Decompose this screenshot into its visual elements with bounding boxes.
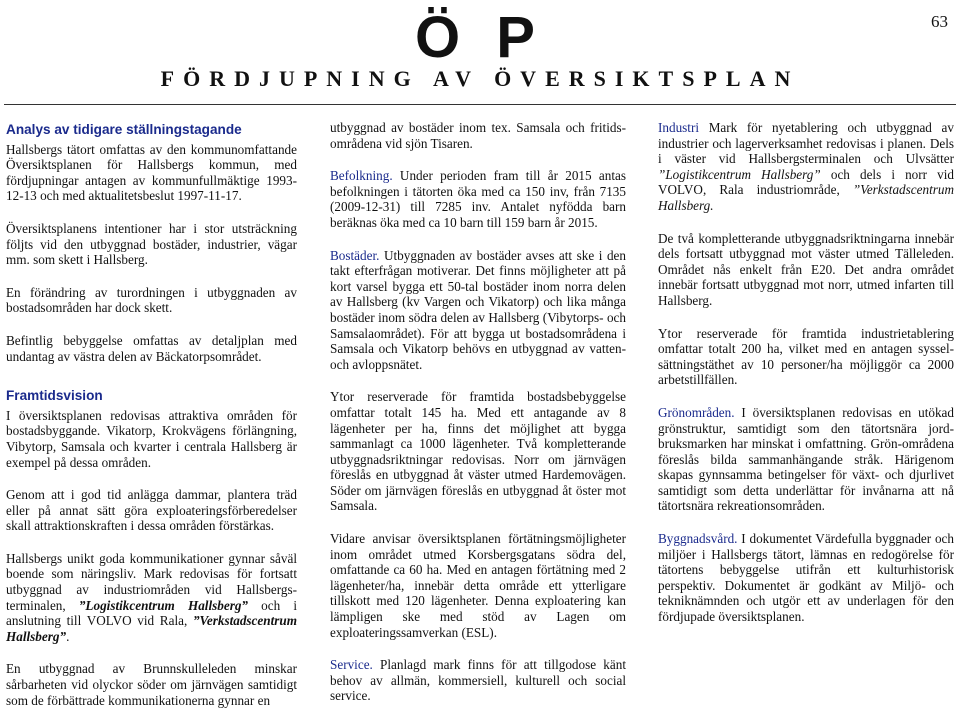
left-column <box>6 122 297 725</box>
emphasis-verkstadscentrum: ”Verkstadscentrum Hallsberg. <box>658 182 954 213</box>
paragraph <box>330 248 626 373</box>
text: Planlagd mark finns för att tillgodose känt behov av allmän, kommersiell, kulturell och social service. <box>330 657 626 704</box>
middle-column <box>330 120 626 721</box>
emphasis-logistikcentrum: ”Logistikcentrum Hallsberg” <box>78 597 249 613</box>
topic-industri: Industri <box>658 120 700 135</box>
text: I dokumentet Värdefulla byggnader och miljöer i Hallsbergs tätort, lämnas en redogörelse för tätortens bebyggelse utifrån ett kulturhistorisk perspektiv. Dokumentet är godkänt av Miljö- och tekniknämnden och utgör ett av underlagen för den fördjupade översiktsplanen. <box>658 531 954 625</box>
section-heading-analys: Analys av tidigare ställningstagande <box>6 122 242 137</box>
op-logo: Ö P <box>415 5 545 70</box>
paragraph <box>330 168 626 230</box>
document-subtitle: FÖRDJUPNING AV ÖVERSIKTSPLAN <box>160 66 800 91</box>
emphasis-logistikcentrum: ”Logistikcentrum Hallsberg” <box>658 166 821 182</box>
section-heading-framtidsvision: Framtidsvision <box>6 388 103 404</box>
text: Under perioden fram till år 2015 antas befolkningen i tätorten öka med ca 150 inv, från 7135 (2009-12-31) till 7285 inv. Antalet nyfödda barn beräknas öka med ca 10 barn till 159 barn år 2015. <box>330 168 626 230</box>
page-number: 63 <box>931 12 948 31</box>
text: och dels i norr vid VOLVO, Rala industriområde, <box>658 166 954 198</box>
text: I översiktsplanen redovisas en utökad grönstruktur, samtidigt som den tätortsnära jord-bruksmarken har minskat i omfattning. Grön-områdena föreslås bilda sammanhängande stråk. Härigenom skapas gynnsamma betingelser för växt- och djurlivet samtidigt som detta underlättar för invånarna att nå tätortsnära rekreationsområden. <box>658 404 954 514</box>
paragraph: De två kompletterande utbyggnadsriktningarna innebär dels fortsatt utbyggnad mot väster utmed Tälleleden. Området nås enkelt från E20. Det andra området innebär fortsatt utbyggnad mot norr, utmed infarten till Hallsberg. <box>658 230 954 308</box>
paragraph: Hallsbergs tätort omfattas av den kommunomfattande Översiktsplanen för Hallsbergs kommun, med fördjupningar antagen av kommunfullmäktige 1993-12-13 och med aktualitetsbeslut 1997-11-17. <box>6 141 297 204</box>
right-column <box>658 120 954 642</box>
emphasis-verkstadscentrum: ”Verkstadscentrum Hallsberg” <box>6 613 297 644</box>
text: Utbyggnaden av bostäder avses att ske i den takt efterfrågan motiverar. Det finns möjligheter att på kort varsel bygga ett 50-tal bostäder inom norra delen av Hallsberg (kv Vargen och Vikatorp) och lika många bostäder inom södra delen av Hallsberg (Vibytorps- och Samsalaområdet). För att bygga ut bostadsområdena i Samsala och Vikatorp behövs en utbyggnad av vatten- och avloppsnätet. <box>330 247 626 372</box>
text: och i anslutning till VOLVO vid Rala, <box>6 597 298 629</box>
paragraph: I översiktsplanen redovisas attraktiva områden för bostadsbyggande. Vikatorp, Krokvägens förlängning, Vibytorp, Samsala och kvarter i centrala Hallsberg är exempel på dessa områden. <box>6 407 297 470</box>
paragraph: Befintlig bebyggelse omfattas av detaljplan med undantag av västra delen av Bäckatorpsområdet. <box>6 332 297 364</box>
paragraph: En utbyggnad av Brunnskulleleden minskar sårbarheten vid olyckor söder om järnvägen samtidigt som de förbättrade kommunikationerna gynnar en <box>6 661 297 708</box>
paragraph <box>658 120 954 214</box>
topic-gronomraden: Grönområden. <box>658 404 735 420</box>
topic-byggnadsvard: Byggnadsvård. <box>658 531 738 547</box>
paragraph: Vidare anvisar översiktsplanen förtätningsmöjligheter inom området utmed Korsbergsgatans södra del, omfattande ca 60 ha. Med en antagen förtätning med 2 lägenheter/ha, innebär detta område ett ytterligare tillskott med 120 lägenheter. Denna exploatering kan lämpligen ske med stöd av Lagen om exploateringssamverkan (ESL). <box>330 531 626 640</box>
paragraph <box>658 405 954 514</box>
topic-service: Service. <box>330 657 373 673</box>
paragraph <box>330 657 626 704</box>
paragraph: utbyggnad av bostäder inom tex. Samsala och fritids-områdena vid sjön Tisaren. <box>330 120 626 151</box>
paragraph: En förändring av turordningen i utbyggnaden av bostadsområden har dock skett. <box>6 284 297 316</box>
paragraph: Genom att i god tid anlägga dammar, plantera träd eller på annat sätt göra exploateringsförberedelser skall attraktionskraften i dessa områden förstärkas. <box>6 487 297 534</box>
paragraph: Ytor reserverade för framtida industrietablering omfattar totalt 200 ha, vilket med en antagen syssel-sättningstäthet av 10 personer/ha möjliggör ca 2000 arbetstillfällen. <box>658 325 954 388</box>
text: Hallsbergs unikt goda kommunikationer gynnar såväl boende som näringsliv. Mark redovisas för fortsatt utbyggnad av industriområden vid Hallsbergs-terminalen, <box>6 550 297 613</box>
paragraph: Ytor reserverade för framtida bostadsbebyggelse omfattar totalt 145 ha. Med ett antagande av 8 lägenheter per ha, finns det möjlighet att bygga sammanlagt ca 1000 lägenheter. Två kompletterande utbyggnadsriktningar redovisas. Norr om järnvägen föreslås en utbyggnad åt väster utmed Hardemovägen. Söder om järnvägen föreslås en utbyggnad åt öster mot Samsala. <box>330 389 626 514</box>
topic-befolkning: Befolkning. <box>330 168 393 184</box>
header-divider <box>4 104 956 105</box>
paragraph <box>658 531 954 625</box>
paragraph <box>6 551 297 645</box>
topic-bostader: Bostäder. <box>330 247 380 263</box>
paragraph: Översiktsplanens intentioner har i stor utsträckning följts vid den utbyggnad bostäder, industrier, vägar mm. som skett i Hallsberg. <box>6 220 297 268</box>
text: Mark för nyetablering och utbyggnad av industrier och lagerverksamhet redovisas i planen. Dels i väster vid Hallsbergsterminalen och Ulvsätter <box>658 120 954 167</box>
text: . <box>66 628 70 644</box>
